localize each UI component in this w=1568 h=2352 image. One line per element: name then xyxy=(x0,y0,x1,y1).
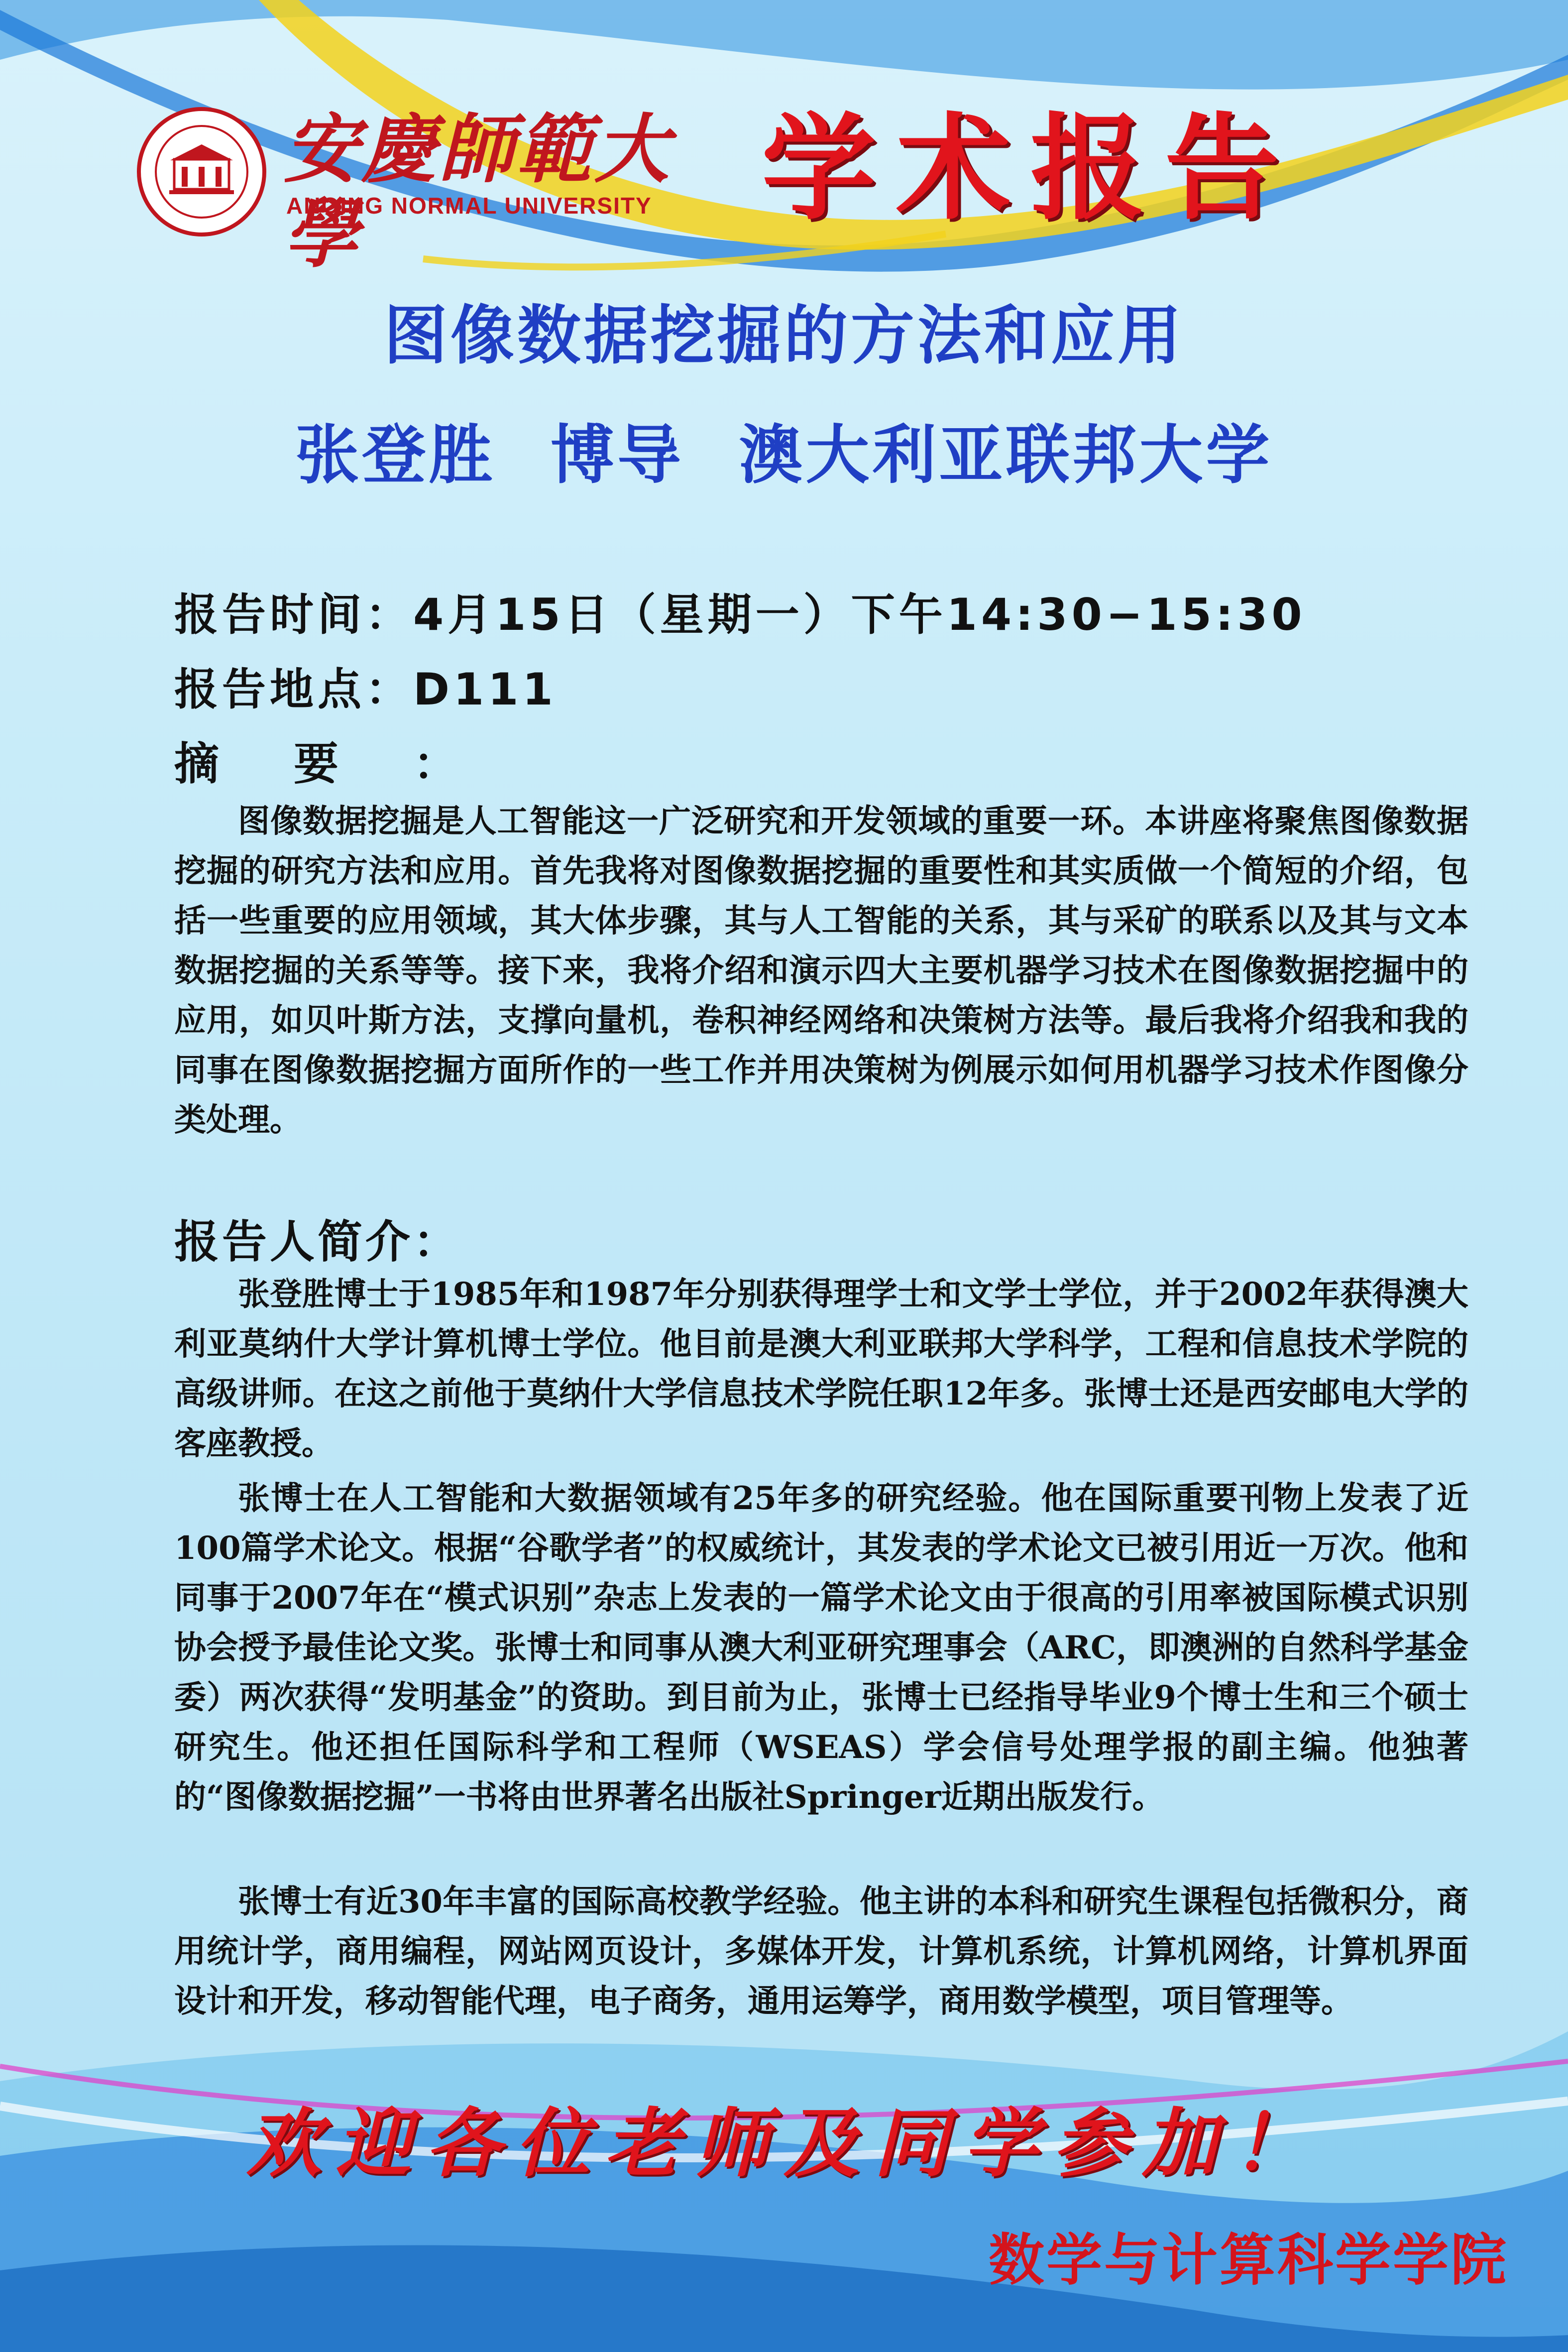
poster-title: 学术报告 xyxy=(762,103,1299,235)
talk-title: 图像数据挖掘的方法和应用 xyxy=(383,299,1184,373)
bio-paragraph: 张登胜博士于1985年和1987年分别获得理学士和文学士学位，并于2002年获得澳大利亚莫纳什大学计算机博士学位。他目前是澳大利亚联邦大学科学，工程和信息技术学院的高级讲师。在这之前他于莫纳什大学信息技术学院任职12年多。张博士还是西安邮电大学的客座教授。 xyxy=(174,1276,1468,1462)
abstract-heading: 摘要： xyxy=(174,738,533,790)
university-name-en: ANQING NORMAL UNIVERSITY xyxy=(286,193,652,219)
speaker-line: 张登胜 博导 澳大利亚联邦大学 xyxy=(295,418,1273,492)
report-time: 报告时间：4月15日（星期一）下午14:30−15:30 xyxy=(174,589,1306,640)
report-place: 报告地点：D111 xyxy=(174,664,557,715)
bio-paragraph: 张博士在人工智能和大数据领域有25年多的研究经验。他在国际重要刊物上发表了近100篇学术论文。根据“谷歌学者”的权威统计，其发表的学术论文已被引用近一万次。他和同事于2007年在“模式识别”杂志上发表的一篇学术论文由于很高的引用率被国际模式识别协会授予最佳论文奖。张博士和同事从澳大利亚研究理事会（ARC，即澳洲的自然科学基金委）两次获得“发明基金”的资助。到目前为止，张博士已经指导毕业9个博士生和三个硕士研究生。他还担任国际科学和工程师（WSEAS）学会信号处理学报的副主编。他独著的“图像数据挖掘”一书将由世界著名出版社Springer近期出版发行。 xyxy=(174,1480,1468,1816)
bio-paragraph: 张博士有近30年丰富的国际高校教学经验。他主讲的本科和研究生课程包括微积分，商用统计学，商用编程，网站网页设计，多媒体开发，计算机系统，计算机网络，计算机界面设计和开发，移动智能代理，电子商务，通用运筹学，商用数学模型，项目管理等。 xyxy=(174,1883,1468,2020)
bio-heading: 报告人简介： xyxy=(174,1216,461,1268)
university-name-cn: 安慶師範大學 xyxy=(284,106,672,278)
welcome-message: 欢迎各位老师及同学参加！ xyxy=(246,2100,1322,2187)
abstract-text: 图像数据挖掘是人工智能这一广泛研究和开发领域的重要一环。本讲座将聚焦图像数据挖掘的研究方法和应用。首先我将对图像数据挖掘的重要性和其实质做一个简短的介绍，包括一些重要的应用领域，其大体步骤，其与人工智能的关系，其与采矿的联系以及其与文本数据挖掘的关系等等。接下来，我将介绍和演示四大主要机器学习技术在图像数据挖掘中的应用，如贝叶斯方法，支撑向量机，卷积神经网络和决策树方法等。最后我将介绍我和我的同事在图像数据挖掘方面所作的一些工作并用决策树为例展示如何用机器学习技术作图像分类处理。 xyxy=(174,803,1468,1139)
school-name: 数学与计算科学学院 xyxy=(989,2228,1508,2293)
university-seal-icon xyxy=(134,105,269,239)
